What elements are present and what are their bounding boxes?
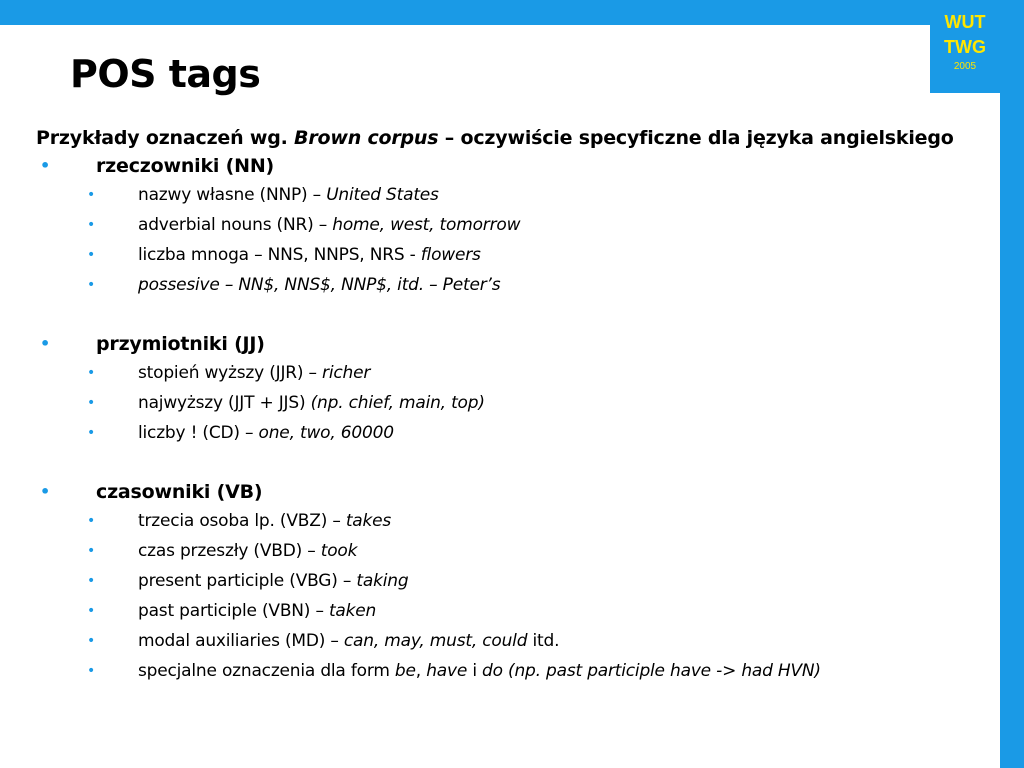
bullet-icon: • xyxy=(87,633,96,649)
item-example: United States xyxy=(326,185,439,205)
list-item xyxy=(36,596,986,626)
bullet-icon: • xyxy=(87,395,96,411)
logo-line-1: WUT xyxy=(944,12,986,32)
section-heading-label: rzeczowniki (NN) xyxy=(96,155,275,177)
bullet-icon: • xyxy=(87,247,96,263)
item-example: taking xyxy=(356,571,409,591)
slide-content xyxy=(36,124,986,683)
item-text: stopień wyższy (JJR) – xyxy=(138,363,323,383)
list-item xyxy=(36,388,986,418)
item-text: liczba mnoga – NNS, NNPS, NRS - xyxy=(138,245,421,265)
item-text: nazwy własne (NNP) – xyxy=(138,185,327,205)
item-example: (np. chief, main, top) xyxy=(310,393,485,413)
bullet-icon: • xyxy=(40,334,51,353)
bullet-icon: • xyxy=(40,482,51,501)
special-do: do xyxy=(482,661,503,681)
intro-suffix: – oczywiście specyficzne dla języka angielskiego xyxy=(438,127,954,149)
right-accent-band xyxy=(1000,0,1024,768)
list-item xyxy=(36,566,986,596)
item-text: najwyższy (JJT + JJS) xyxy=(138,393,311,413)
special-sep: , xyxy=(415,661,427,681)
intro-text xyxy=(36,124,986,152)
list-item xyxy=(36,270,986,300)
list-item xyxy=(36,626,986,656)
bullet-icon: • xyxy=(87,187,96,203)
item-example: home, west, tomorrow xyxy=(332,215,521,235)
bullet-icon: • xyxy=(87,277,96,293)
item-text: modal auxiliaries (MD) – xyxy=(138,631,344,651)
item-text: present participle (VBG) – xyxy=(138,571,357,591)
wut-twg-logo xyxy=(930,0,1000,93)
section-heading-label: czasowniki (VB) xyxy=(96,481,263,503)
item-text: trzecia osoba lp. (VBZ) – xyxy=(138,511,346,531)
item-text: czas przeszły (VBD) – xyxy=(138,541,321,561)
item-text: adverbial nouns (NR) – xyxy=(138,215,333,235)
list-item xyxy=(36,180,986,210)
logo-line-2: TWG xyxy=(944,37,986,57)
spacer xyxy=(36,448,986,478)
intro-corpus: Brown corpus xyxy=(294,127,439,149)
item-example: can, may, must, could xyxy=(343,631,528,651)
item-example: flowers xyxy=(420,245,481,265)
top-accent-band xyxy=(0,0,1024,25)
list-item xyxy=(36,506,986,536)
bullet-icon: • xyxy=(87,513,96,529)
list-item xyxy=(36,210,986,240)
list-item xyxy=(36,418,986,448)
item-tail: itd. xyxy=(527,631,560,651)
bullet-icon: • xyxy=(87,217,96,233)
item-example: taken xyxy=(328,601,377,621)
section-heading-label: przymiotniki (JJ) xyxy=(96,333,265,355)
bullet-icon: • xyxy=(40,156,51,175)
special-prefix: specjalne oznaczenia dla form xyxy=(138,661,395,681)
bullet-icon: • xyxy=(87,543,96,559)
item-example: one, two, 60000 xyxy=(258,423,394,443)
slide-title: POS tags xyxy=(70,52,261,96)
item-example: richer xyxy=(322,363,371,383)
bullet-icon: • xyxy=(87,425,96,441)
section-heading-nouns xyxy=(36,152,986,180)
list-item xyxy=(36,358,986,388)
special-be: be xyxy=(394,661,416,681)
item-example: took xyxy=(320,541,358,561)
bullet-icon: • xyxy=(87,573,96,589)
list-item xyxy=(36,240,986,270)
item-example: possesive – NN$, NNS$, NNP$, itd. – Peter’s xyxy=(138,275,501,295)
list-item xyxy=(36,536,986,566)
special-have: have xyxy=(426,661,468,681)
logo-year: 2005 xyxy=(953,61,977,72)
bullet-icon: • xyxy=(87,603,96,619)
item-text: liczby ! (CD) – xyxy=(138,423,259,443)
bullet-icon: • xyxy=(87,365,96,381)
section-heading-adjectives xyxy=(36,330,986,358)
section-heading-verbs xyxy=(36,478,986,506)
item-text: past participle (VBN) – xyxy=(138,601,329,621)
item-example: takes xyxy=(345,511,392,531)
intro-prefix: Przykłady oznaczeń wg. xyxy=(36,127,295,149)
spacer xyxy=(36,300,986,330)
special-rest: (np. past participle have -> had HVN) xyxy=(502,661,821,681)
special-and: i xyxy=(467,661,483,681)
bullet-icon: • xyxy=(87,663,96,679)
list-item-special-forms xyxy=(36,656,986,683)
